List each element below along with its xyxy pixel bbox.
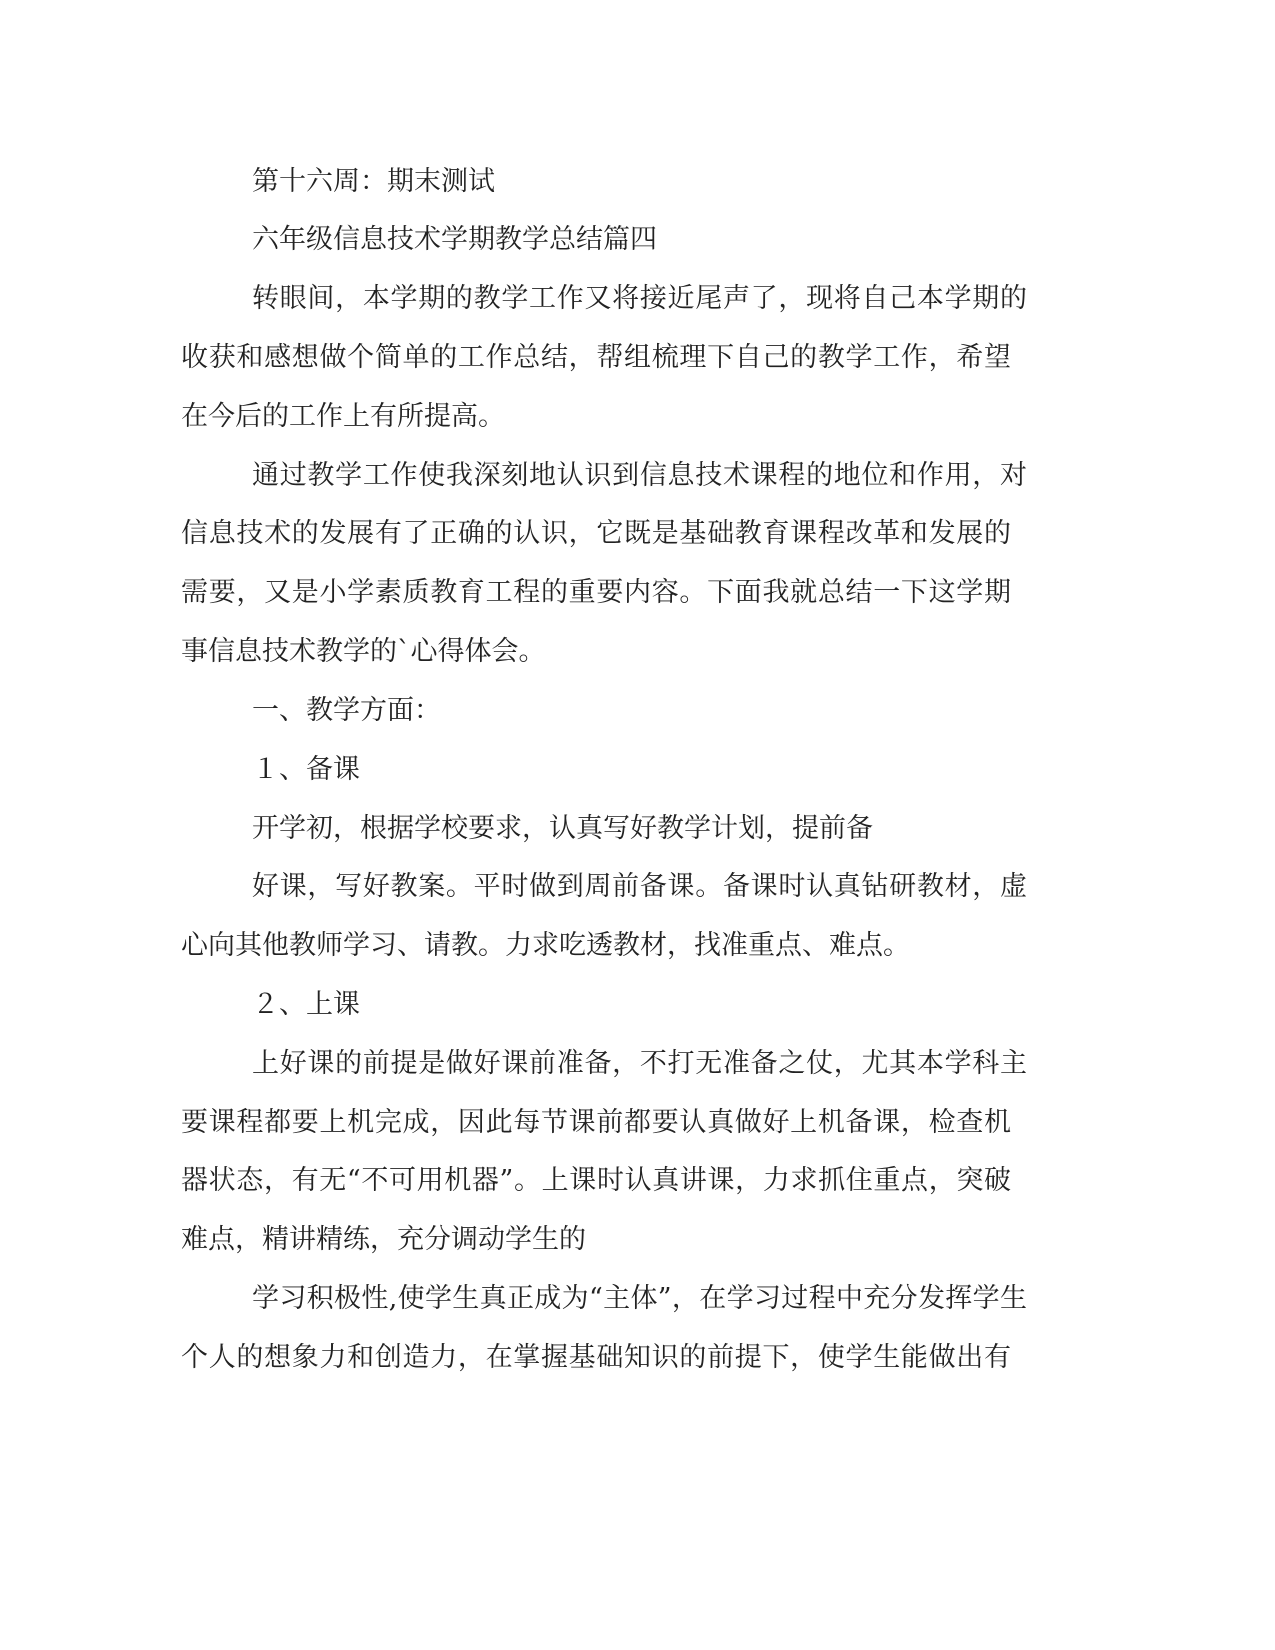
text-line: 第十六周：期末测试 (252, 166, 495, 197)
text-line: 要课程都要上机完成，因此每节课前都要认真做好上机备课，检查机 (181, 1107, 1011, 1138)
text-line: 心向其他教师学习、请教。力求吃透教材，找准重点、难点。 (181, 930, 910, 961)
text-line: 事信息技术教学的`心得体会。 (181, 636, 546, 667)
text-line: 收获和感想做个简单的工作总结，帮组梳理下自己的教学工作，希望 (181, 342, 1011, 373)
text-line: 上好课的前提是做好课前准备，不打无准备之仗，尤其本学科主 (252, 1048, 1027, 1079)
text-line: 转眼间，本学期的教学工作又将接近尾声了，现将自己本学期的 (252, 283, 1027, 314)
text-line: 信息技术的发展有了正确的认识，它既是基础教育课程改革和发展的 (181, 518, 1011, 549)
subsection-heading: １、备课 (252, 754, 360, 785)
text-line: 学习积极性,使学生真正成为“主体”，在学习过程中充分发挥学生 (252, 1283, 1027, 1314)
text-line: 通过教学工作使我深刻地认识到信息技术课程的地位和作用，对 (252, 460, 1027, 491)
text-line: 难点，精讲精练，充分调动学生的 (181, 1224, 586, 1255)
subsection-heading: ２、上课 (252, 989, 360, 1020)
text-line: 器状态，有无“不可用机器”。上课时认真讲课，力求抓住重点，突破 (181, 1165, 1011, 1196)
text-line: 在今后的工作上有所提高。 (181, 401, 505, 432)
section-heading: 六年级信息技术学期教学总结篇四 (252, 224, 657, 255)
text-line: 个人的想象力和创造力，在掌握基础知识的前提下，使学生能做出有 (181, 1342, 1011, 1373)
text-line: 需要，又是小学素质教育工程的重要内容。下面我就总结一下这学期 (181, 577, 1011, 608)
section-heading: 一、教学方面： (252, 695, 441, 726)
text-line: 好课，写好教案。平时做到周前备课。备课时认真钻研教材，虚 (252, 871, 1027, 902)
text-line: 开学初，根据学校要求，认真写好教学计划，提前备 (252, 813, 873, 844)
